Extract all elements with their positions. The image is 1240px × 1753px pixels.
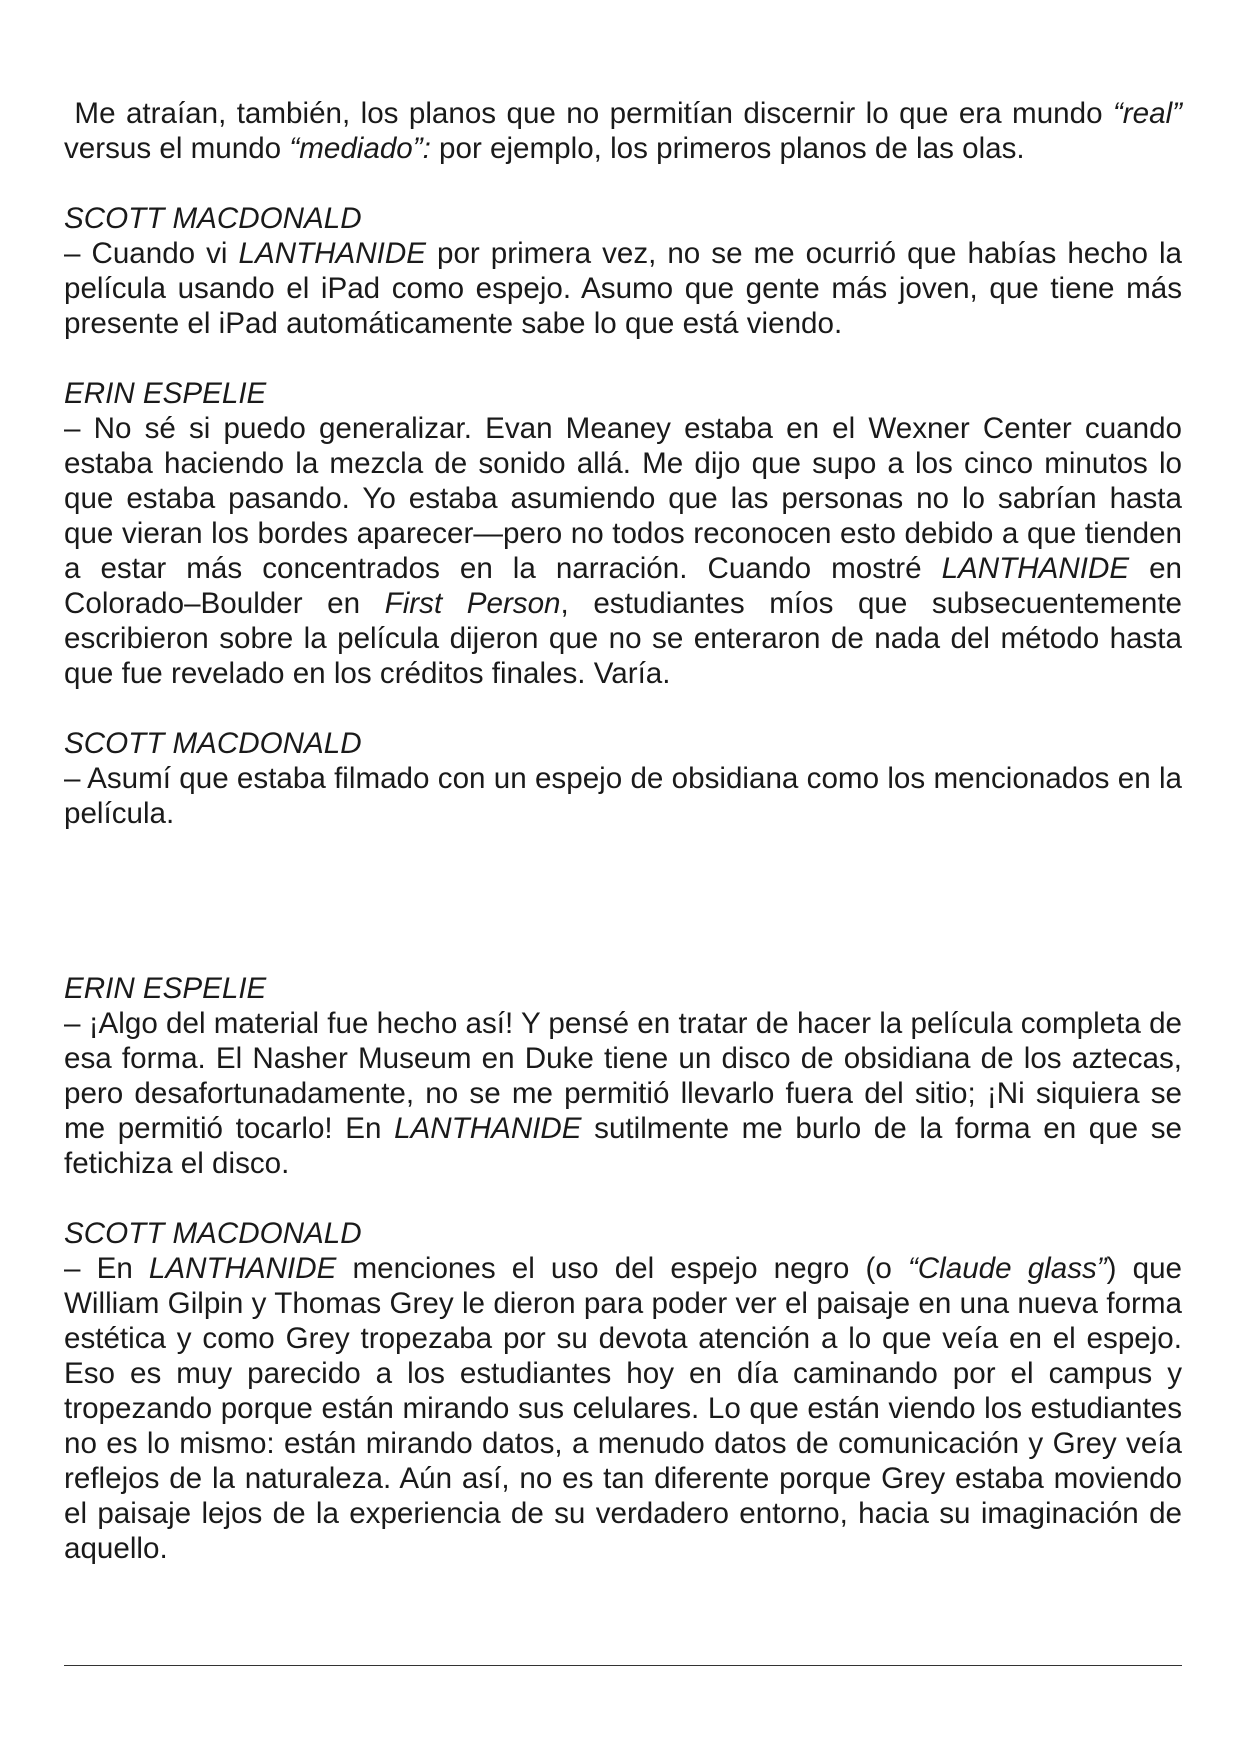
text-run: , estudiantes míos que subsecuentemente escribieron sobre la película dijeron que no se enteraron de nada del método hasta que fue revelado en los créditos finales. Varía. — [64, 587, 1182, 690]
text-run: – En — [64, 1252, 149, 1285]
dialogue-paragraph — [64, 1006, 1182, 1181]
footer-rule — [64, 1665, 1182, 1666]
text-run: – Cuando vi — [64, 237, 239, 270]
text-run: por ejemplo, los primeros planos de las olas. — [430, 132, 1025, 165]
italic-run: “real” — [1112, 97, 1182, 130]
italic-run: First Person — [384, 587, 561, 620]
speaker-name: SCOTT MACDONALD — [64, 1217, 362, 1250]
italic-run: LANTHANIDE — [394, 1112, 582, 1145]
text-run: en Colorado–Boulder en — [64, 552, 1182, 620]
italic-run: LANTHANIDE — [941, 552, 1130, 585]
speaker-name: ERIN ESPELIE — [64, 377, 267, 410]
text-run: menciones el uso del espejo negro (o — [336, 1252, 908, 1285]
dialogue-paragraph — [64, 236, 1182, 341]
document-page — [64, 96, 1182, 1566]
text-run: versus el mundo — [64, 132, 290, 165]
text-run: – Asumí que estaba filmado con un espejo de obsidiana como los mencionados en la película. — [64, 762, 1182, 830]
dialogue-paragraph — [64, 761, 1182, 831]
text-run: por primera vez, no se me ocurrió que habías hecho la película usando el iPad como espejo. Asumo que gente más joven, que tiene más presente el iPad automáticamente sabe lo que está viendo. — [64, 237, 1183, 340]
text-run: – No sé si puedo generalizar. Evan Meaney estaba en el Wexner Center cuando estaba haciendo la mezcla de sonido allá. Me dijo que supo a los cinco minutos lo que estaba pasando. Yo estaba asumiendo que las personas no lo sabrían hasta que vieran los bordes aparecer—pero no todos reconocen esto debido a que tienden a estar más concentrados en la narración. Cuando mostré — [64, 412, 1182, 585]
dialogue-paragraph — [64, 1251, 1182, 1566]
text-run: sutilmente me burlo de la forma en que se fetichiza el disco. — [64, 1112, 1183, 1180]
italic-run: “mediado”: — [289, 132, 431, 165]
speaker-name: ERIN ESPELIE — [64, 972, 267, 1005]
text-run: ) que William Gilpin y Thomas Grey le dieron para poder ver el paisaje en una nueva forma estética y como Grey tropezaba por su devota atención a lo que veía en el espejo. Eso es muy parecido a los estudiantes hoy en día caminando por el campus y tropezando porque están mirando sus celulares. Lo que están viendo los estudiantes no es lo mismo: están mirando datos, a menudo datos de comunicación y Grey veía reflejos de la naturaleza. Aún así, no es tan diferente porque Grey estaba moviendo el paisaje lejos de la experiencia de su verdadero entorno, hacia su imaginación de aquello. — [64, 1252, 1182, 1565]
intro-paragraph — [64, 96, 1182, 166]
dialogue-paragraph — [64, 411, 1182, 691]
italic-run: LANTHANIDE — [238, 237, 426, 270]
speaker-name: SCOTT MACDONALD — [64, 727, 362, 760]
text-run: – ¡Algo del material fue hecho así! Y pensé en tratar de hacer la película completa de esa forma. El Nasher Museum en Duke tiene un disco de obsidiana de los aztecas, pero desafortunadamente, no se me permitió llevarlo fuera del sitio; ¡Ni siquiera se me permitió tocarlo! En — [64, 1007, 1182, 1145]
text-run: Me atraían, también, los planos que no permitían discernir lo que era mundo — [74, 97, 1113, 130]
italic-run: “Claude glass” — [907, 1252, 1107, 1285]
speaker-name: SCOTT MACDONALD — [64, 202, 362, 235]
italic-run: LANTHANIDE — [148, 1252, 337, 1285]
